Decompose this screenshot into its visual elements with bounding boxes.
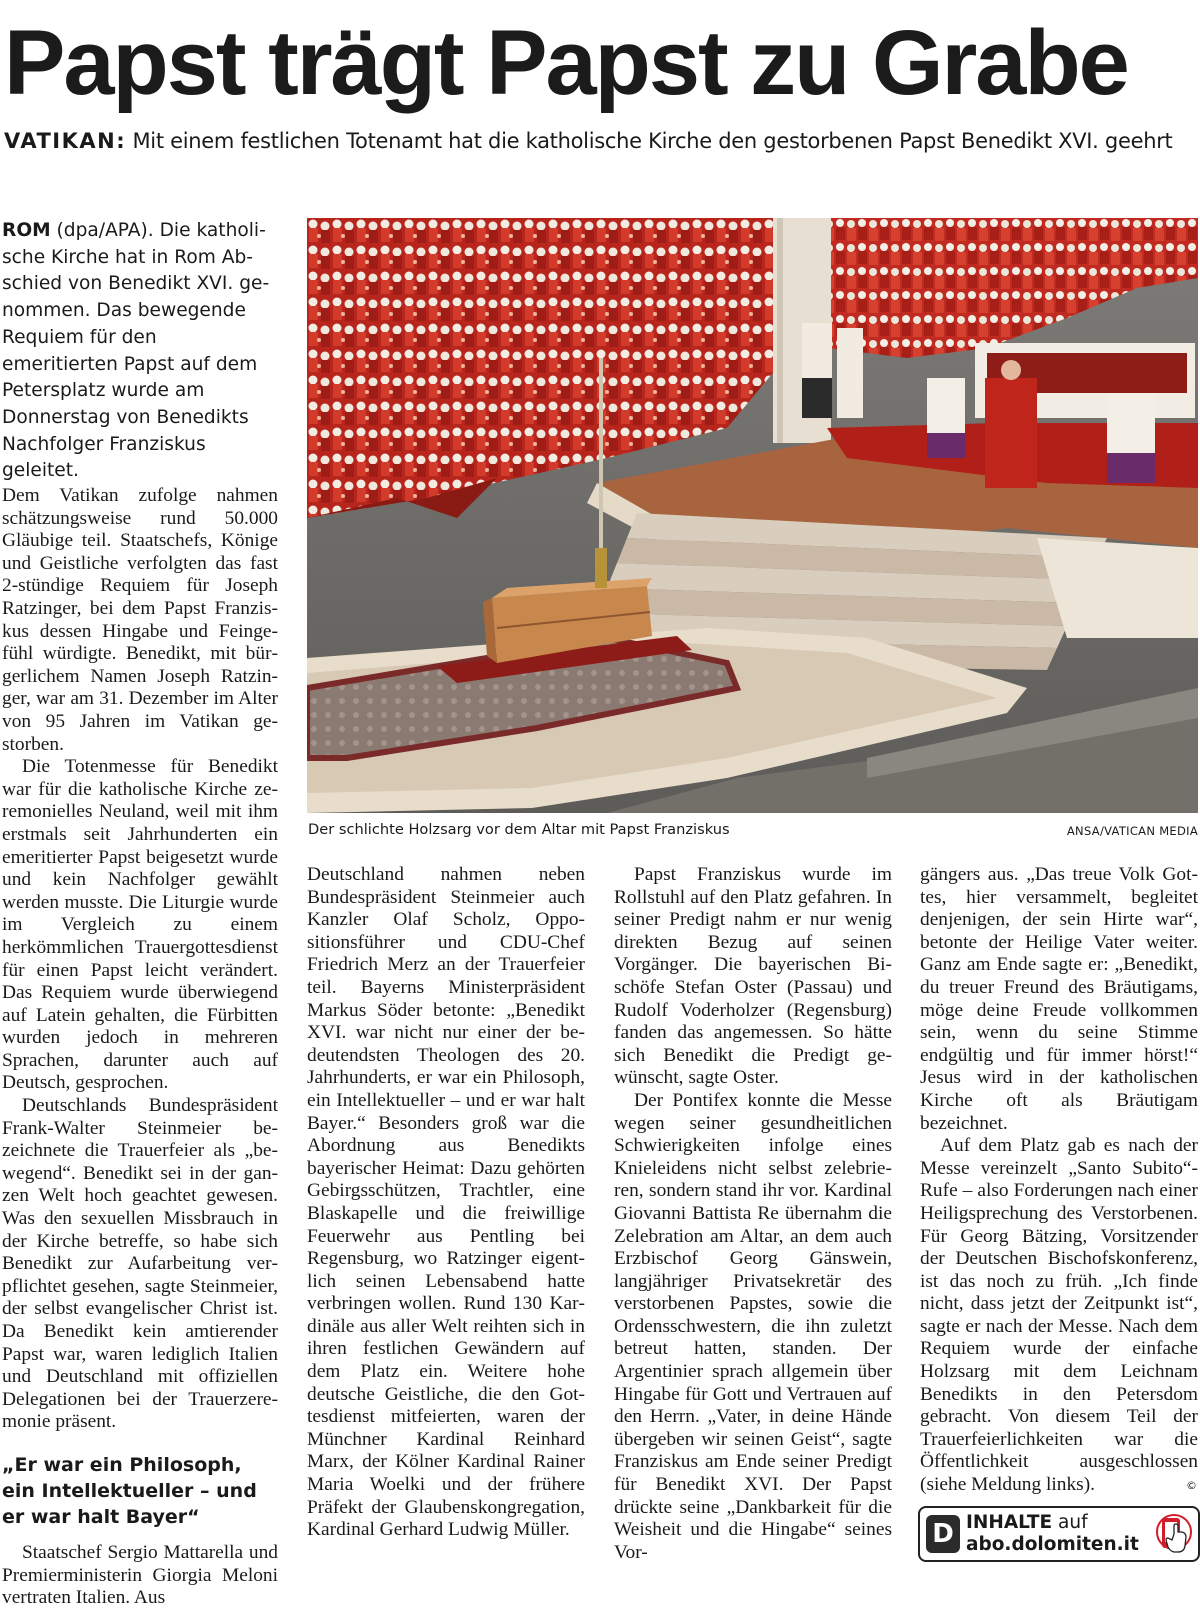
promo-line1-normal: auf	[1052, 1512, 1088, 1533]
article-column-1	[2, 218, 278, 1610]
body-paragraph: Auf dem Platz gab es nach der Messe vereinzelt „Santo Subito“-Rufe – also Forderungen nach einer Heiligsprechung des Verstorbenen. Für Georg Bätzing, Vorsitzender der Deutschen Bischofskonferenz, ist das noch zu früh. „Ich finde nicht, dass jetzt der Zeitpunkt ist“, sagte er nach der Messe. Nach dem Requiem wurde der einfache Holzsarg mit dem Leichnam Benedikts in den Petersdom gebracht. Von diesem Teil der Trauerfeierlichkeiten war die Öffentlichkeit ausgeschlossen (siehe Meldung links).	[920, 1135, 1198, 1496]
promo-url[interactable]: abo.dolomiten.it	[966, 1534, 1139, 1555]
lead-paragraph	[2, 218, 278, 485]
headline: Papst trägt Papst zu Grabe	[4, 12, 1128, 114]
article-column-4	[920, 864, 1198, 1497]
body-paragraph: Papst Franziskus wurde im Rollstuhl auf den Platz gefahren. In seiner Predigt nahm er nur wenig direkten Bezug auf seinen Vorgänger. Die bayerischen Bischöfe Stefan Oster (Passau) und Rudolf Voderholzer (Regensburg) fanden das angemessen. So hätte sich Benedikt die Predigt gewünscht, sagte Oster.	[614, 864, 892, 1089]
promo-line1-bold: INHALTE	[966, 1512, 1053, 1533]
body-paragraph: Staatschef Sergio Mattarella und Premierministerin Giorgia Meloni vertraten Italien. Aus	[2, 1541, 278, 1609]
copyright-mark: ©	[1186, 1479, 1197, 1492]
subline-kicker: VATIKAN:	[4, 129, 127, 153]
body-paragraph: gängers aus. „Das treue Volk Gottes, hier versammelt, begleitet denjenigen, der sein Hirte war“, betonte der Heilige Vater weiter. Ganz am Ende sagte er: „Benedikt, du treuer Freund des Bräutigams, möge deine Freude vollkommen sein, wenn du seine Stimme endgültig und für immer hörst!“ Jesus wird in der katholischen Kirche oft als Bräutigam bezeichnet.	[920, 864, 1198, 1134]
photo-credit: ANSA/VATICAN MEDIA	[1066, 824, 1198, 838]
article-column-2	[307, 864, 585, 1542]
dateline: ROM	[2, 220, 51, 241]
caption-text: Der schlichte Holzsarg vor dem Altar mit Papst Franziskus	[308, 821, 730, 838]
article-column-3	[614, 864, 892, 1564]
subline	[4, 126, 1172, 156]
body-paragraph: Die Totenmesse für Benedikt war für die katholische Kirche zeremonielles Neuland, weil mit ihm erstmals seit Jahrhunderten ein emeritierter Papst beigesetzt wurde und kein Nachfolger gewählt werden musste. Die Liturgie wurde im Vergleich zu einem herkömmlichen Trauergottesdienst für einen Papst leicht verändert. Das Requiem wurde überwiegend auf Latein gehalten, die Fürbitten wurden jedoch in mehreren Sprachen, darunter auch auf Deutsch, gesprochen.	[2, 756, 278, 1094]
promo-text	[966, 1512, 1139, 1556]
phone-touch-icon	[1152, 1512, 1192, 1556]
photo-illustration	[307, 218, 1198, 813]
body-paragraph: Deutschlands Bundespräsident Frank-Walter Steinmeier bezeichnete die Trauerfeier als „bewegend“. Benedikt sei in der ganzen Welt hoch geachtet gewesen. Was den sexuellen Missbrauch in der Kirche betreffe, so habe sich Benedikt zur Aufarbeitung verpflichtet gesehen, sagte Steinmeier, der selbst evangelischer Christ ist. Da Benedikt kein amtierender Papst war, waren lediglich Italien und Deutschland mit offiziellen Delegationen bei der Trauerzeremonie präsent.	[2, 1095, 278, 1433]
body-paragraph: Der Pontifex konnte die Messe wegen seiner gesundheitlichen Schwierigkeiten infolge eines Knieleidens nicht selbst zelebrieren, sondern stand ihr vor. Kardinal Giovanni Battista Re übernahm die Zelebration am Altar, an dem auch Erzbischof Georg Gänswein, langjähriger Privatsekretär des verstorbenen Papstes, sowie die Ordensschwestern, die ihn zuletzt betreut hatten, standen. Der Argentinier sprach allgemein über Hingabe für Gott und Vertrauen auf den Herrn. „Vater, in deine Hände übergeben wir seinen Geist“, sagte Franziskus am Ende seiner Predigt für Benedikt XVI. Der Papst drückte seine „Dankbarkeit für die Weisheit und die Hingabe“ seines Vor-	[614, 1089, 892, 1563]
subheading: „Er war ein Philosoph, ein Intellektueller – und er war halt Bayer“	[2, 1453, 257, 1528]
dolomiten-logo: D	[926, 1515, 960, 1553]
body-paragraph: Deutschland nahmen neben Bundespräsident Steinmeier auch Kanzler Olaf Scholz, Oppositionsführer und CDU-Chef Friedrich Merz an der Trauerfeier teil. Bayerns Ministerpräsident Markus Söder betonte: „Benedikt XVI. war nicht nur einer der bedeutendsten Theologen des 20. Jahrhunderts, er war ein Philosoph, ein Intellektueller – und er war halt Bayer.“ Besonders groß war die Abordnung aus Benedikts bayerischer Heimat: Dazu gehörten Gebirgsschützen, Trachtler, eine Blaskapelle und die freiwillige Feuerwehr aus Pentling bei Regensburg, wo Ratzinger eigentlich seinen Lebensabend hatte verbringen wollen. Rund 130 Kardinäle aus aller Welt reihten sich in ihren festlichen Gewändern auf dem Platz ein. Weitere hohe deutsche Geistliche, die den Gottesdienst mitfeierten, waren der Münchner Kardinal Reinhard Marx, der Kölner Kardinal Rainer Maria Woelki und der frühere Präfekt der Glaubenskongregation, Kardinal Gerhard Ludwig Müller.	[307, 864, 585, 1541]
subline-text: Mit einem festlichen Totenamt hat die katholische Kirche den gestorbenen Papst Benedikt XVI. geehrt	[126, 129, 1173, 153]
lead-text: (dpa/APA). Die katholische Kirche hat in Rom Abschied von Benedikt XVI. genommen. Das bewegende Requiem für den emeritierten Papst auf dem Petersplatz wurde am Donnerstag von Benedikts Nachfolger Franziskus geleitet.	[2, 220, 270, 482]
promo-banner[interactable]	[918, 1506, 1200, 1562]
article-photo	[307, 218, 1198, 813]
photo-caption	[308, 819, 1198, 843]
body-paragraph: Dem Vatikan zufolge nahmen schätzungsweise rund 50.000 Gläubige teil. Staatschefs, Könige und Geistliche verfolgten das fast 2-stündige Requiem für Joseph Ratzinger, bei dem Papst Franziskus dessen Hingabe und Feingefühl würdigte. Benedikt, mit bürgerlichem Namen Joseph Ratzinger, war am 31. Dezember im Alter von 95 Jahren im Vatikan gestorben.	[2, 485, 278, 755]
